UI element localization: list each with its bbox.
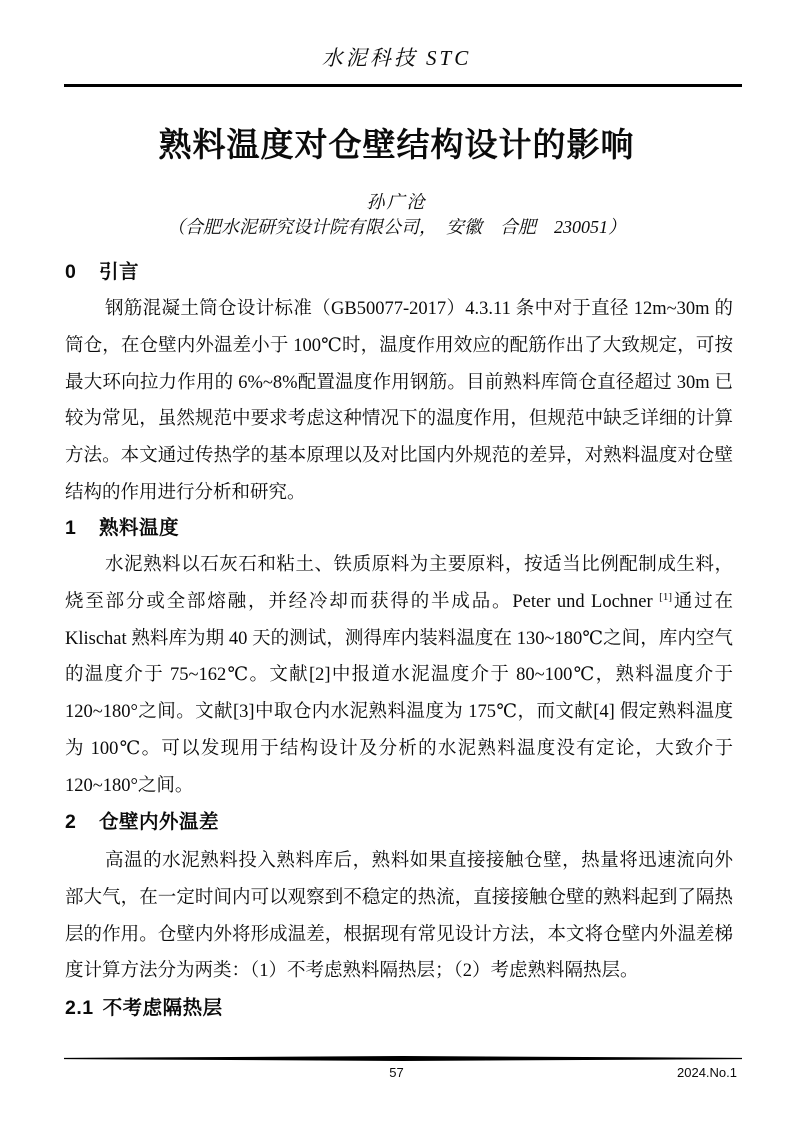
paragraph-intro: 钢筋混凝土筒仓设计标准（GB50077-2017）4.3.11 条中对于直径 12m~30m 的筒仓，在仓壁内外温差小于 100℃时，温度作用效应的配筋作出了大致规定，可按最大环向拉力作用的 6%~8%配置温度作用钢筋。目前熟料库筒仓直径超过 30m 已较为常见，虽然规范中要求考虑这种情况下的温度作用，但规范中缺乏详细的计算方法。本文通过传热学的基本原理以及对比国内外规范的差异，对熟料温度对仓壁结构的作用进行分析和研究。 bbox=[65, 299, 733, 503]
section-heading-intro bbox=[65, 258, 733, 286]
header-divider bbox=[64, 84, 742, 87]
section-number: 2 bbox=[65, 811, 77, 833]
paragraph-clinker-temperature bbox=[65, 547, 733, 805]
article-title: 熟料温度对仓壁结构设计的影响 bbox=[158, 126, 635, 163]
section-number: 2.1 bbox=[65, 997, 94, 1019]
section-heading-no-insulation-layer bbox=[65, 994, 733, 1022]
section-title: 不考虑隔热层 bbox=[102, 997, 223, 1019]
paragraph-text: 水泥熟料以石灰石和粘土、铁质原料为主要原料，按适当比例配制成生料，烧至部分或全部熔融，并经冷却而获得的半成品。Peter und Lochner bbox=[65, 555, 733, 612]
section-heading-clinker-temperature bbox=[65, 514, 733, 542]
paragraph-text: 通过在 Klischat 熟料库为期 40 天的测试，测得库内装料温度在 130~180℃之间，库内空气的温度介于 75~162℃。文献[2]中报道水泥温度介于 80~100℃，熟料温度介于 120~180°之间。文献[3]中取仓内水泥熟料温度为 175℃，而文献[4] 假定熟料温度为 100℃。可以发现用于结构设计及分析的水泥熟料温度没有定论，大致介于 120~180°之间。 bbox=[65, 591, 733, 796]
paragraph-wall-temperature-difference: 高温的水泥熟料投入熟料库后，熟料如果直接接触仓壁，热量将迅速流向外部大气，在一定时间内可以观察到不稳定的热流，直接接触仓壁的熟料起到了隔热层的作用。仓壁内外将形成温差，根据现有常见设计方法，本文将仓壁内外温差梯度计算方法分为两类：（1）不考虑熟料隔热层；（2）考虑熟料隔热层。 bbox=[65, 851, 733, 982]
issue-number: 2024.No.1 bbox=[677, 1065, 737, 1080]
author-affiliation: （合肥水泥研究设计院有限公司， 安徽 合肥 230051） bbox=[167, 217, 626, 237]
section-heading-wall-temperature-difference bbox=[65, 808, 733, 836]
citation-superscript: [1] bbox=[659, 590, 672, 603]
page-number: 57 bbox=[389, 1065, 404, 1080]
section-title: 仓壁内外温差 bbox=[99, 811, 220, 833]
author-name: 孙广沧 bbox=[366, 192, 427, 212]
footer-divider bbox=[64, 1056, 742, 1061]
section-number: 1 bbox=[65, 517, 77, 539]
section-title: 熟料温度 bbox=[99, 517, 180, 539]
section-number: 0 bbox=[65, 261, 77, 283]
section-title: 引言 bbox=[99, 261, 140, 283]
journal-running-head: 水泥科技 STC bbox=[321, 46, 472, 70]
